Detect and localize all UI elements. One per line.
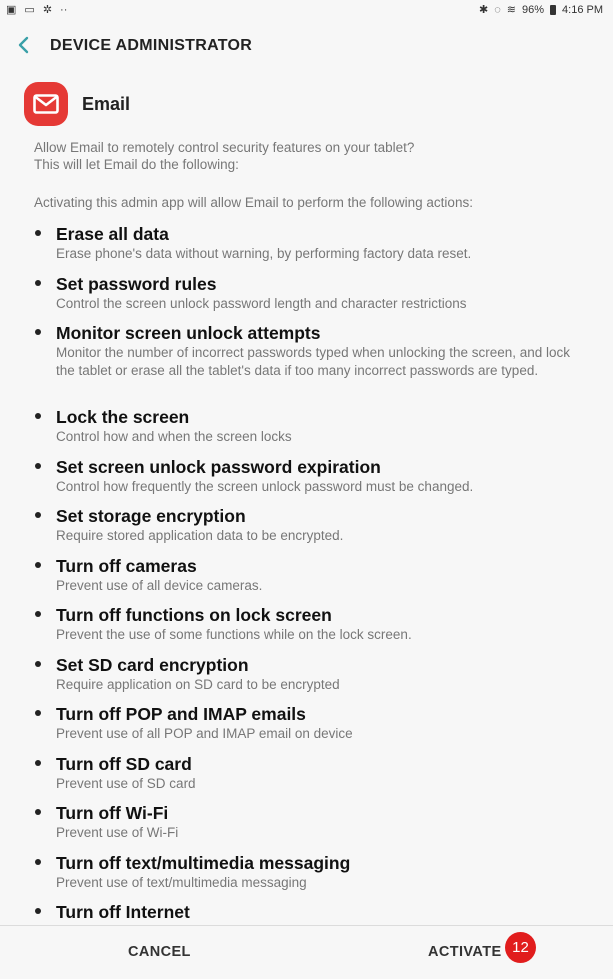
mute-icon: ◌ [494,4,501,16]
permission-item [0,902,613,923]
permission-title: Turn off text/multimedia messaging [56,852,351,873]
app-header [24,82,130,126]
mail-icon [24,82,68,126]
battery-percent: 96% [522,4,545,16]
activate-button[interactable]: ACTIVATE [428,944,502,960]
bullet-icon [35,859,41,865]
bullet-icon [35,611,41,617]
permission-title: Set SD card encryption [56,654,249,675]
permission-title: Turn off cameras [56,555,197,576]
permission-title: Set screen unlock password expiration [56,456,381,477]
bullet-icon [35,760,41,766]
permission-title: Turn off Internet [56,902,190,922]
permission-item [0,754,613,793]
bullet-icon [35,413,41,419]
permission-description: Require stored application data to be encrypted. [56,528,344,543]
more-dots-icon: ·· [60,4,68,16]
status-right-icons [479,4,603,16]
battery-icon [550,5,556,15]
permission-description: Prevent use of all device cameras. [56,577,263,593]
permission-item [0,556,613,595]
intro-line-1: Allow Email to remotely control security features on your tablet? [34,140,415,155]
permission-item [0,803,613,842]
bullet-icon [35,230,41,236]
permission-title: Turn off POP and IMAP emails [56,704,306,724]
bullet-icon [35,908,41,914]
permission-description: Prevent the use of some functions while on the lock screen. [56,627,412,642]
permission-description: Prevent use of all POP and IMAP email on device [56,726,353,741]
permission-item [0,323,613,379]
permission-title: Turn off SD card [56,753,192,774]
bullet-icon [35,710,41,716]
permission-description: Control how frequently the screen unlock password must be changed. [56,478,474,494]
bullet-icon [35,463,41,469]
permission-item [0,704,613,743]
bullet-icon [35,329,41,335]
permission-title: Turn off Wi-Fi [56,803,169,823]
bullet-icon [35,809,41,815]
permission-item [0,853,613,892]
permission-item [0,457,613,496]
app-name: Email [82,93,131,114]
status-bar [0,0,613,22]
bluetooth-icon: ✱ [479,4,489,16]
permission-description: Monitor the number of incorrect passwords typed when unlocking the screen, and lock the tablet or erase all the tablet's data if too many incorrect passwords are typed. [56,345,571,378]
bullet-icon [35,661,41,667]
permission-item [0,274,613,313]
cancel-button[interactable]: CANCEL [128,944,191,960]
actions-intro: Activating this admin app will allow Email to perform the following actions: [34,195,473,210]
step-number-badge: 12 [505,932,536,963]
permission-description: Require application on SD card to be encrypted [56,676,340,692]
bullet-icon [35,280,41,286]
permission-title: Set password rules [56,273,217,294]
title-bar [0,22,613,70]
permission-description: Control how and when the screen locks [56,429,292,444]
permission-description: Erase phone's data without warning, by performing factory data reset. [56,246,472,261]
bullet-icon [35,562,41,568]
permission-description: Prevent use of Wi-Fi [56,825,179,840]
back-arrow-icon[interactable] [14,34,34,56]
permission-item [0,407,613,446]
intro-line-2: This will let Email do the following: [34,157,239,172]
notification-icon: ▣ [6,4,17,16]
permission-title: Erase all data [56,224,169,244]
page-title: DEVICE ADMINISTRATOR [50,37,253,54]
permission-description: Prevent use of SD card [56,775,196,791]
clock: 4:16 PM [562,4,603,16]
permission-title: Monitor screen unlock attempts [56,323,321,343]
image-icon: ▭ [24,4,35,16]
permission-title: Turn off functions on lock screen [56,605,332,625]
permission-title: Lock the screen [56,407,190,427]
permission-description: Control the screen unlock password length and character restrictions [56,295,467,311]
wifi-icon: ≋ [506,4,516,16]
permission-description: Prevent use of text/multimedia messaging [56,874,307,890]
permission-item [0,506,613,545]
permission-item [0,224,613,263]
permission-item [0,605,613,644]
bullet-icon [35,512,41,518]
permission-title: Set storage encryption [56,506,246,526]
status-left-icons [6,4,67,16]
bottom-action-bar [0,925,613,979]
permission-item [0,655,613,694]
settings-icon: ✲ [42,4,53,16]
intro-text [34,139,594,173]
